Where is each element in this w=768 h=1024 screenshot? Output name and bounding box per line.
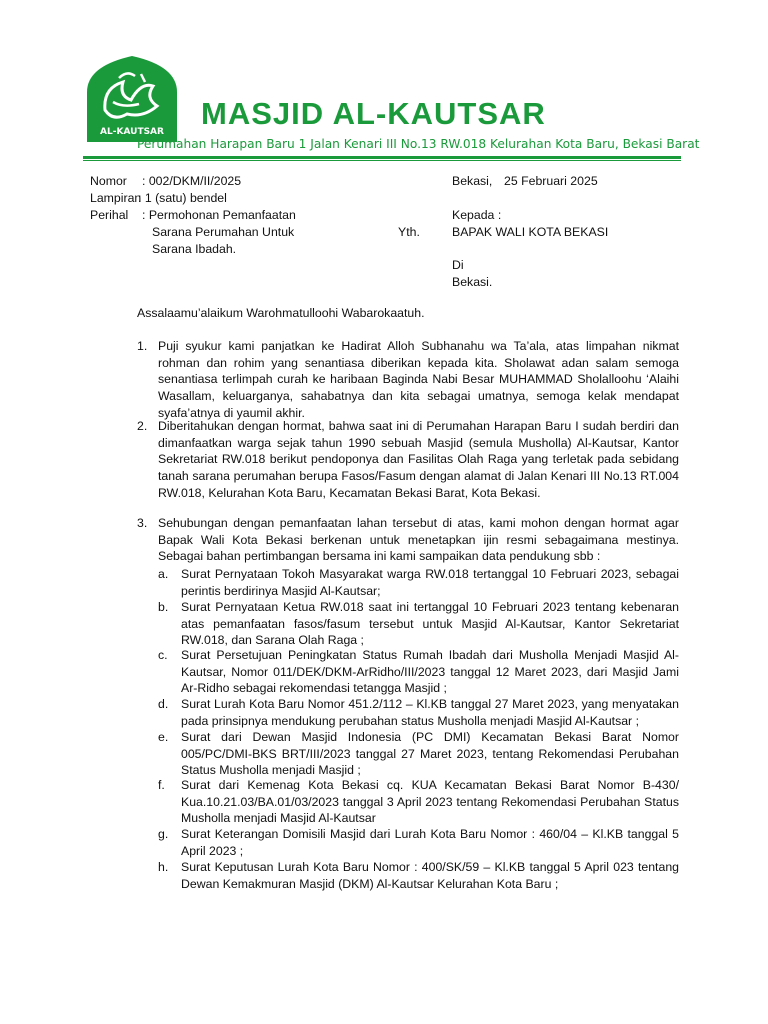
perihal-line-3: Sarana Ibadah. xyxy=(152,242,237,256)
perihal-line-2: Sarana Perumahan Untuk xyxy=(152,225,295,239)
item-g-letter: g. xyxy=(158,827,169,841)
paragraph-1-number: 1. xyxy=(137,339,148,353)
item-a-letter: a. xyxy=(158,567,169,581)
paragraph-2: Diberitahukan dengan hormat, bahwa saat ini di Perumahan Harapan Baru I sudah berdiri dan dimanfaatkan warga sejak tahun 1990 sebuah Masjid (semula Musholla) Al-Kautsar, Kantor Sekretariat RW.018 berikut pendoponya dan Fasilitas Olah Raga yang terletak pada sebidang tanah sarana perumahan berupa Fasos/Fasum dengan alamat di Jalan Kenari III No.13 RT.004 RW.018, Kelurahan Kota Baru, Kecamatan Bekasi Barat, Kota Bekasi. xyxy=(158,419,679,500)
paragraph-3-number: 3. xyxy=(137,516,148,530)
item-f: Surat dari Kemenag Kota Bekasi cq. KUA Kecamatan Bekasi Barat Nomor B-430/ Kua.10.21.03/BA.01/03/2023 tanggal 3 April 2023 tentang Rekomendasi Perubahan Status Musholla menjadi Masjid Al-Kautsar xyxy=(181,778,679,826)
item-e: Surat dari Dewan Masjid Indonesia (PC DMI) Kecamatan Bekasi Barat Nomor 005/PC/DMI-BKS BRT/III/2023 tanggal 27 Maret 2023, tentang Rekomendasi Perubahan Status Musholla menjadi Masjid ; xyxy=(181,730,679,778)
organization-address: Perumahan Harapan Baru 1 Jalan Kenari III No.13 RW.018 Kelurahan Kota Baru, Bekasi Barat xyxy=(137,137,700,151)
item-b: Surat Pernyataan Ketua RW.018 saat ini tertanggal 10 Februari 2023 tentang kebenaran atas pemanfaatan fasos/fasum tersebut untuk Masjid Al-Kautsar, Kantor Sekretariat RW.018, dan Sarana Olah Raga ; xyxy=(181,600,679,648)
paragraph-1: Puji syukur kami panjatkan ke Hadirat Alloh Subhanahu wa Ta’ala, atas limpahan nikmat rohman dan rohim yang senantiasa diberikan kepada kita. Sholawat adan salam semoga senantiasa terlimpah curah ke haribaan Baginda Nabi Besar MUHAMMAD Sholalloohu ‘Alaihi Wasallam, keluarganya, sahabatnya dan kita sebagai umatnya, semoga kelak mendapat syafa’atnya di yaumil akhir. xyxy=(158,339,679,420)
nomor-value: : 002/DKM/II/2025 xyxy=(142,174,242,188)
lampiran-value: : 1 (satu) bendel xyxy=(138,191,227,205)
item-e-letter: e. xyxy=(158,730,169,744)
header-divider xyxy=(83,156,681,159)
greeting: Assalaamu’alaikum Warohmatulloohi Wabarokaatuh. xyxy=(137,306,425,320)
perihal-label: Perihal xyxy=(90,208,129,222)
item-c-letter: c. xyxy=(158,648,168,662)
recipient-yth: Yth. xyxy=(398,225,420,239)
recipient-kepada: Kepada : xyxy=(452,208,502,222)
recipient-name: BAPAK WALI KOTA BEKASI xyxy=(452,225,609,239)
recipient-city: Bekasi. xyxy=(452,275,493,289)
recipient-di: Di xyxy=(452,258,464,272)
item-h-letter: h. xyxy=(158,860,169,874)
item-b-letter: b. xyxy=(158,600,169,614)
organization-title: MASJID AL-KAUTSAR xyxy=(201,96,546,131)
lampiran-label: Lampiran xyxy=(90,191,142,205)
paragraph-2-number: 2. xyxy=(137,419,148,433)
item-c: Surat Persetujuan Peningkatan Status Rumah Ibadah dari Musholla Menjadi Masjid Al-Kautsar, Nomor 011/DEK/DKM-ArRidho/III/2023 tanggal 12 Maret 2023, dari Masjid Jami Ar-Ridho sebagai rekomendasi tetangga Masjid ; xyxy=(181,648,679,696)
perihal-line-1: : Permohonan Pemanfaatan xyxy=(142,208,296,222)
item-d: Surat Lurah Kota Baru Nomor 451.2/112 – Kl.KB tanggal 27 Maret 2023, yang menyatakan pada prinsipnya mendukung perubahan status Musholla menjadi Masjid Al-Kautsar ; xyxy=(181,697,679,728)
item-a: Surat Pernyataan Tokoh Masyarakat warga RW.018 tertanggal 10 Februari 2023, sebagai perintis berdirinya Masjid Al-Kautsar; xyxy=(181,567,679,598)
nomor-label: Nomor xyxy=(90,174,127,188)
item-d-letter: d. xyxy=(158,697,169,711)
header-divider-thin xyxy=(83,160,681,161)
letter-place: Bekasi, xyxy=(452,174,493,188)
mosque-logo xyxy=(83,52,181,144)
item-g: Surat Keterangan Domisili Masjid dari Lurah Kota Baru Nomor : 460/04 – Kl.KB tanggal 5 April 2023 ; xyxy=(181,827,679,858)
paragraph-3: Sehubungan dengan pemanfaatan lahan tersebut di atas, kami mohon dengan hormat agar Bapak Wali Kota Bekasi berkenan untuk menetapkan ijin resmi sebagaimana mestinya. Sebagai bahan pertimbangan bersama ini kami sampaikan data pendukung sbb : xyxy=(158,516,679,564)
item-h: Surat Keputusan Lurah Kota Baru Nomor : 400/SK/59 – Kl.KB tanggal 5 April 023 tentang Dewan Kemakmuran Masjid (DKM) Al-Kautsar Kelurahan Kota Baru ; xyxy=(181,860,679,891)
logo-text: AL-KAUTSAR xyxy=(100,127,164,137)
letter-date: 25 Februari 2025 xyxy=(504,174,598,188)
item-f-letter: f. xyxy=(158,778,165,792)
